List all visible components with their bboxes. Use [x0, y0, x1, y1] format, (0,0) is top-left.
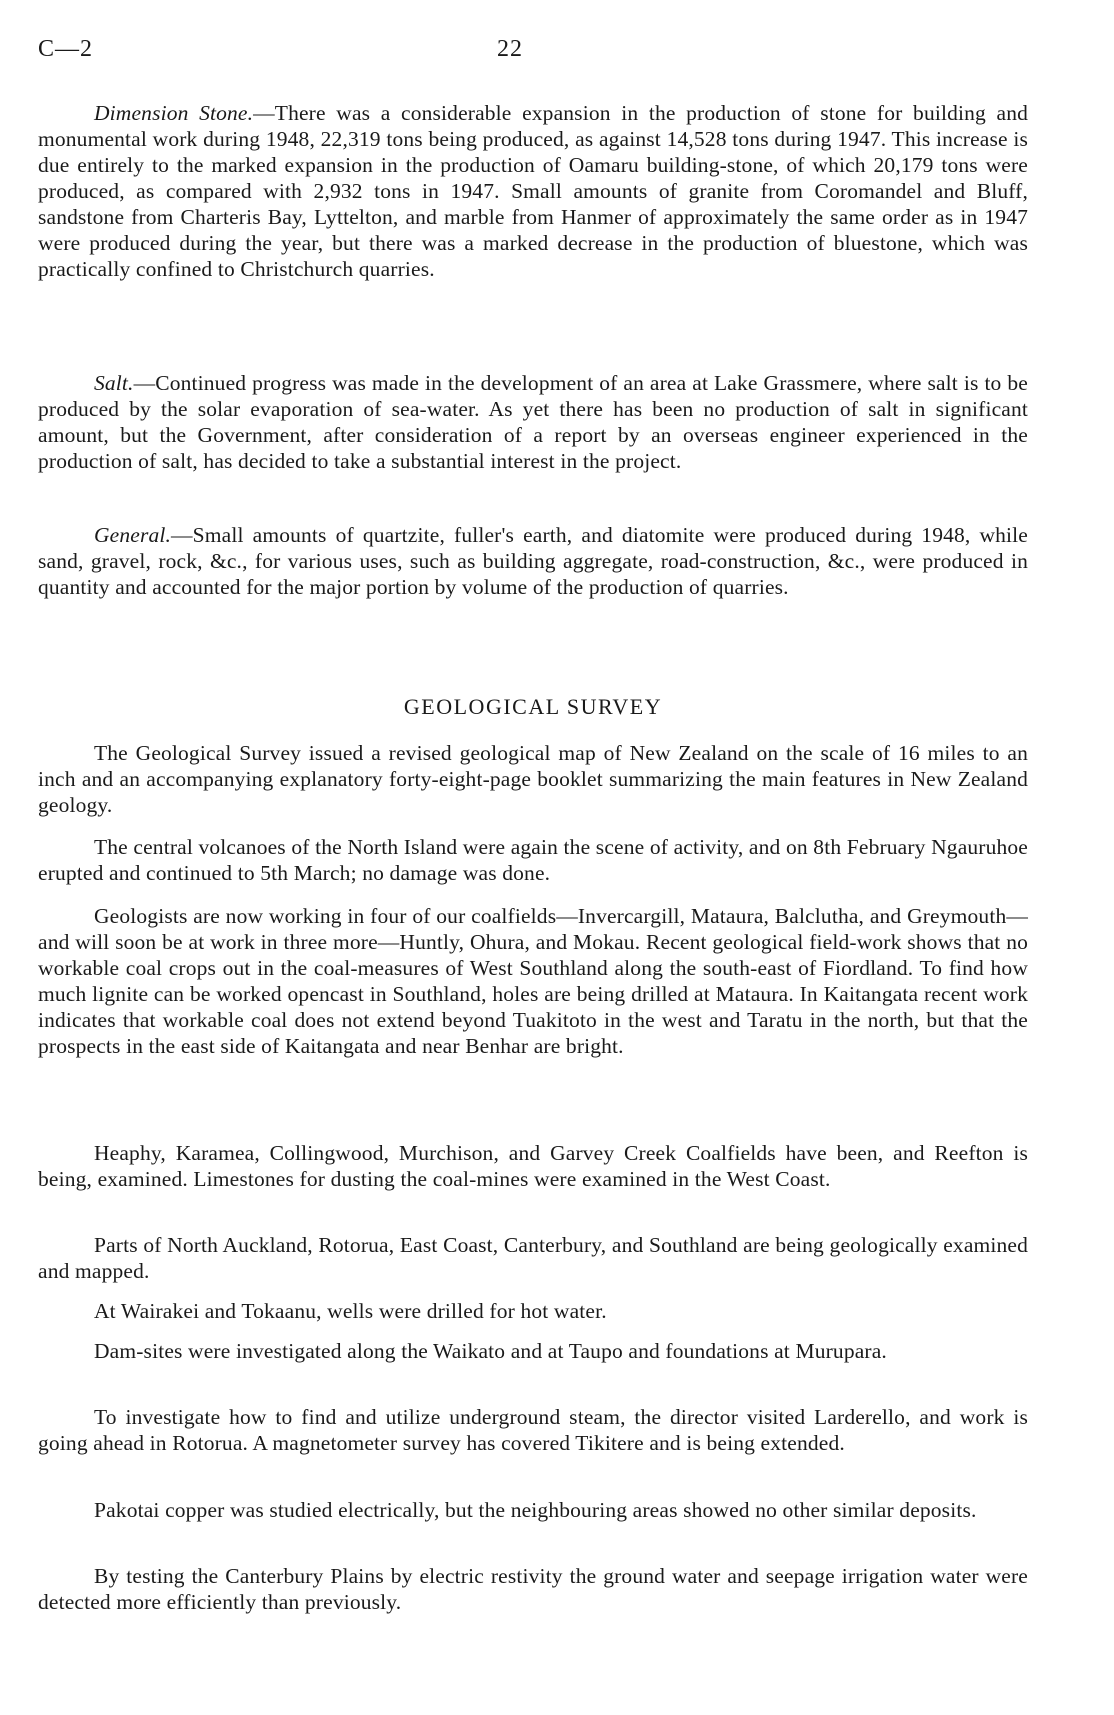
survey-para-9: [38, 1497, 1028, 1523]
survey-para-7: [38, 1338, 1028, 1364]
page-number: 22: [497, 36, 523, 62]
paragraph-lead: Dimension Stone.: [94, 101, 254, 125]
section-heading-geological-survey: GEOLOGICAL SURVEY: [403, 694, 663, 719]
paragraph: The central volcanoes of the North Island were again the scene of activity, and on 8th February Ngauruhoe erupted and continued to 5th March; no damage was done.: [38, 835, 1028, 885]
paragraph-salt: [38, 370, 1028, 474]
survey-para-1: [38, 740, 1028, 818]
survey-para-3: [38, 903, 1028, 1059]
paragraph-dimension-stone: [38, 100, 1028, 282]
survey-para-2: [38, 834, 1028, 886]
paragraph-body: —Continued progress was made in the development of an area at Lake Grassmere, where salt is to be produced by the solar evaporation of sea-water. As yet there has been no production of salt in significant amount, but the Government, after consideration of a report by an overseas engineer experienced in the production of salt, has decided to take a substantial interest in the project.: [38, 371, 1028, 473]
paragraph-body: —There was a considerable expansion in the production of stone for building and monumental work during 1948, 22,319 tons being produced, as against 14,528 tons during 1947. This increase is due entirely to the marked expansion in the production of Oamaru building-stone, of which 20,179 tons were produced, as compared with 2,932 tons in 1947. Small amounts of granite from Coromandel and Bluff, sandstone from Charteris Bay, Lyttelton, and marble from Hanmer of approximately the same order as in 1947 were produced during the year, but there was a marked decrease in the production of bluestone, which was practically confined to Christchurch quarries.: [38, 101, 1028, 281]
survey-para-5: [38, 1232, 1028, 1284]
paragraph-lead: General.: [94, 523, 172, 547]
paragraph-body: —Small amounts of quartzite, fuller's earth, and diatomite were produced during 1948, while sand, gravel, rock, &c., for various uses, such as building aggregate, road-construction, &c., were produced in quantity and accounted for the major portion by volume of the production of quarries.: [38, 523, 1028, 599]
salt-section: [38, 370, 1028, 474]
paragraph-general: [38, 522, 1028, 600]
paragraph: At Wairakei and Tokaanu, wells were drilled for hot water.: [94, 1299, 607, 1323]
survey-para-10: [38, 1563, 1028, 1615]
survey-para-4: [38, 1140, 1028, 1192]
paragraph: To investigate how to find and utilize underground steam, the director visited Larderello, and work is going ahead in Rotorua. A magnetometer survey has covered Tikitere and is being extended.: [38, 1405, 1028, 1455]
paragraph-lead: Salt.: [94, 371, 134, 395]
paragraph: Parts of North Auckland, Rotorua, East Coast, Canterbury, and Southland are being geologically examined and mapped.: [38, 1233, 1028, 1283]
paragraph: The Geological Survey issued a revised geological map of New Zealand on the scale of 16 miles to an inch and an accompanying explanatory forty-eight-page booklet summarizing the main features in New Zealand geology.: [38, 741, 1028, 817]
general-section: [38, 522, 1028, 600]
paragraph: Pakotai copper was studied electrically, but the neighbouring areas showed no other similar deposits.: [94, 1498, 977, 1522]
survey-para-8: [38, 1404, 1028, 1456]
paragraph: Geologists are now working in four of our coalfields—Invercargill, Mataura, Balclutha, and Greymouth—and will soon be at work in three more—Huntly, Ohura, and Mokau. Recent geological field-work shows that no workable coal crops out in the coal-measures of West Southland along the south-east of Fiordland. To find how much lignite can be worked opencast in Southland, holes are being drilled at Mataura. In Kaitangata recent work indicates that workable coal does not extend beyond Tuakitoto in the west and Taratu in the north, but that the prospects in the east side of Kaitangata and near Benhar are bright.: [38, 904, 1028, 1058]
dimension-stone-section: [38, 100, 1028, 282]
paragraph: By testing the Canterbury Plains by electric restivity the ground water and seepage irrigation water were detected more efficiently than previously.: [38, 1564, 1028, 1614]
paragraph: Dam-sites were investigated along the Waikato and at Taupo and foundations at Murupara.: [94, 1339, 887, 1363]
paragraph: Heaphy, Karamea, Collingwood, Murchison, and Garvey Creek Coalfields have been, and Reefton is being, examined. Limestones for dusting the coal-mines were examined in the West Coast.: [38, 1141, 1028, 1191]
page-header-reference: C—2: [38, 36, 94, 62]
survey-para-6: [38, 1298, 1028, 1324]
